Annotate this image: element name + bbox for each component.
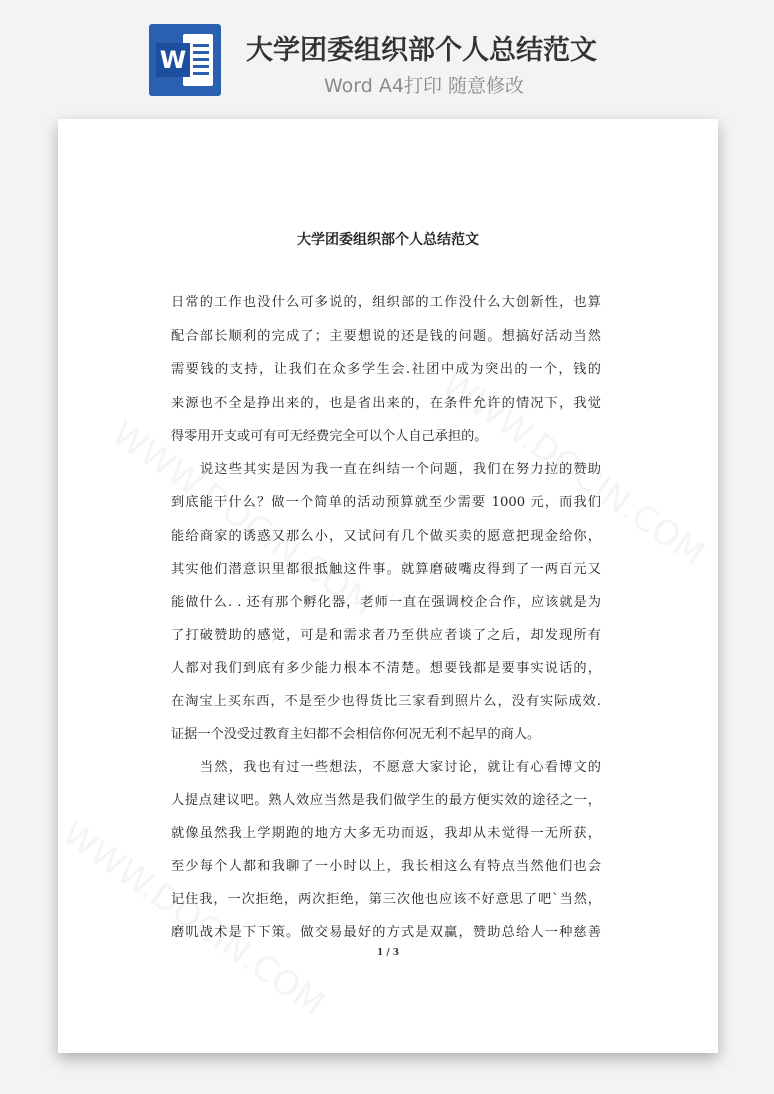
paragraph-line: 其实他们潜意识里都很抵触这件事。就算磨破嘴皮得到了一两百元又 [171, 562, 601, 577]
banner-subtitle: Word A4打印 随意修改 [324, 75, 525, 97]
paragraph-line: 能做什么. . 还有那个孵化器，老师一直在强调校企合作，应该就是为 [171, 595, 601, 610]
paragraph-line: 能给商家的诱惑又那么小，又试问有几个做买卖的愿意把现金给你， [171, 529, 601, 544]
banner-title: 大学团委组织部个人总结范文 [246, 35, 597, 66]
page-number: 1 / 3 [376, 948, 400, 958]
paragraph-line: 人都对我们到底有多少能力根本不清楚。想要钱都是要事实说话的， [171, 661, 601, 676]
paragraph-line: 来源也不全是挣出来的，也是省出来的，在条件允许的情况下，我觉 [171, 396, 601, 411]
paragraph-line: 证据一个没受过教育主妇都不会相信你何况无利不起早的商人。 [171, 727, 541, 742]
word-file-icon [149, 24, 221, 96]
paragraph-line: 到底能干什么？做一个简单的活动预算就至少需要 1000 元，而我们 [171, 495, 601, 510]
paragraph-line: 人提点建议吧。熟人效应当然是我们做学生的最方便实效的途径之一， [171, 793, 601, 808]
paragraph-line: 记住我，一次拒绝，两次拒绝，第三次他也应该不好意思了吧`当然， [171, 892, 601, 907]
document-title: 大学团委组织部个人总结范文 [297, 232, 479, 248]
paragraph-line: 日常的工作也没什么可多说的，组织部的工作没什么大创新性，也算 [171, 295, 601, 310]
paragraph-line: 说这些其实是因为我一直在纠结一个问题，我们在努力拉的赞助 [200, 462, 601, 477]
banner-header [0, 0, 774, 112]
paragraph-line: 了打破赞助的感觉，可是和需求者乃至供应者谈了之后，却发现所有 [171, 628, 601, 643]
word-icon-letter: W [156, 43, 190, 77]
paragraph-line: 需要钱的支持，让我们在众多学生会.社团中成为突出的一个，钱的 [171, 362, 601, 377]
paragraph-line: 磨叽战术是下下策。做交易最好的方式是双赢，赞助总给人一种慈善 [171, 925, 601, 940]
paragraph-line: 当然，我也有过一些想法，不愿意大家讨论，就让有心看博文的 [200, 760, 601, 775]
paragraph-line: 就像虽然我上学期跑的地方大多无功而返，我却从未觉得一无所获， [171, 826, 601, 841]
paragraph-line: 至少每个人都和我聊了一小时以上，我长相这么有特点当然他们也会 [171, 859, 601, 874]
paragraph-line: 配合部长顺利的完成了；主要想说的还是钱的问题。想搞好活动当然 [171, 329, 601, 344]
paragraph-line: 得零用开支或可有可无经费完全可以个人自己承担的。 [171, 429, 488, 444]
watermark [58, 814, 332, 1025]
document-page [58, 119, 718, 1053]
paragraph-line: 在淘宝上买东西，不是至少也得货比三家看到照片么，没有实际成效. [171, 694, 601, 709]
